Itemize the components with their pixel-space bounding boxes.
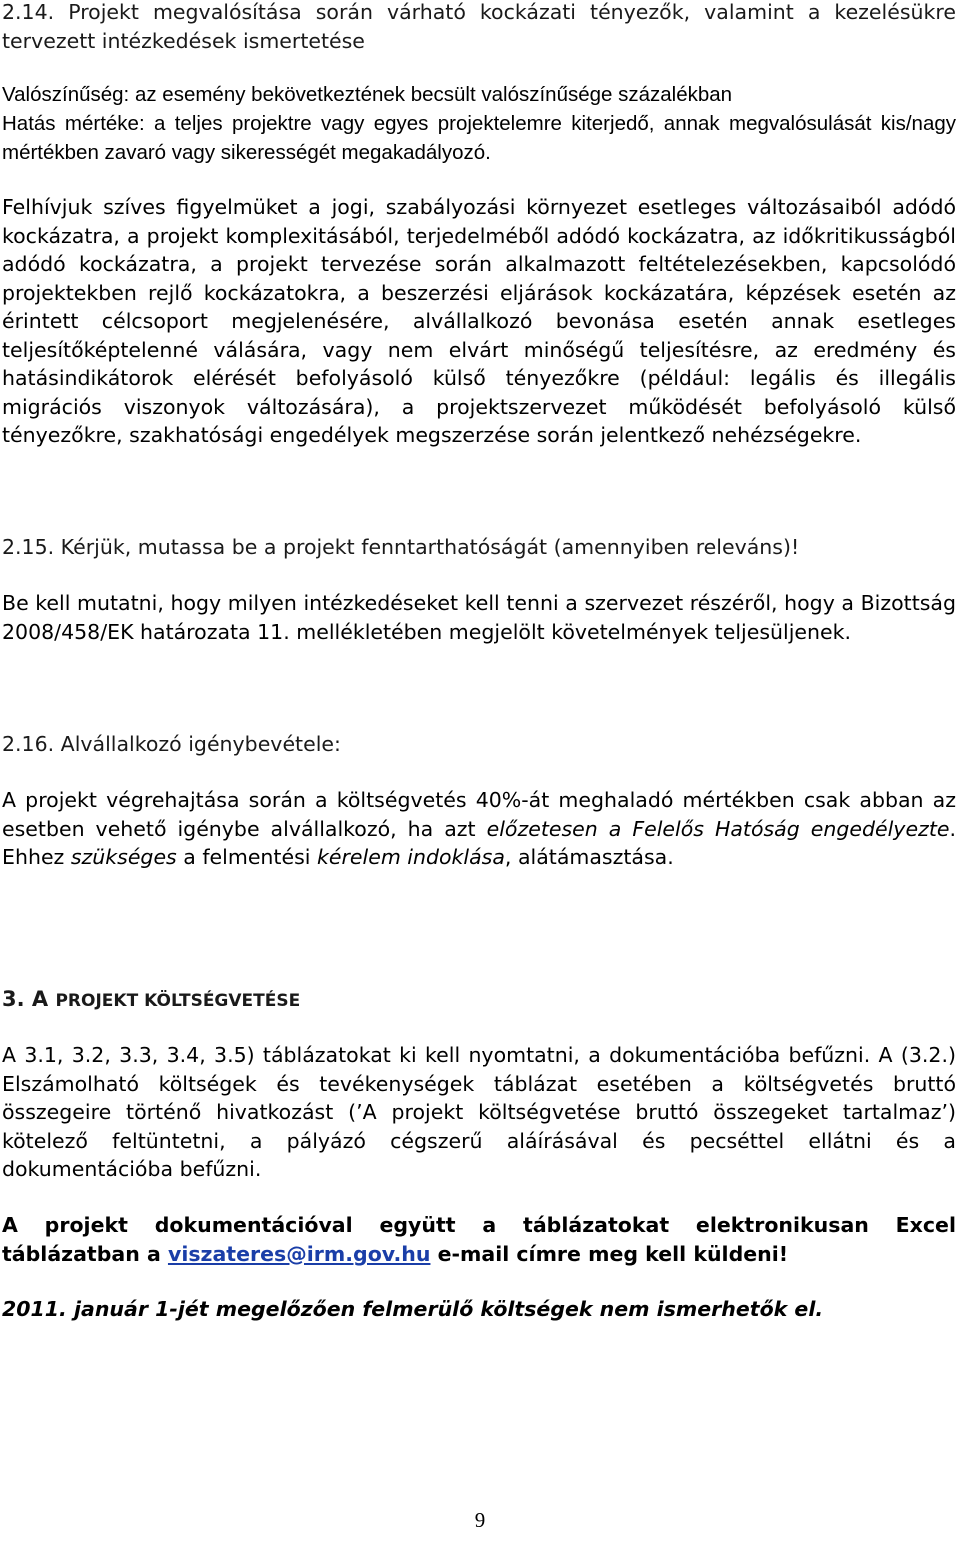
cost-eligibility-notice: 2011. január 1-jét megelőzően felmerülő költségek nem ismerhetők el. bbox=[2, 1297, 824, 1321]
section-2-15-heading: 2.15. Kérjük, mutassa be a projekt fenntarthatóságát (amennyiben releváns)! bbox=[2, 535, 800, 559]
section-2-16-heading: 2.16. Alvállalkozó igénybevétele: bbox=[2, 732, 341, 756]
section-2-16-text-1: A projekt végrehajtása során a költségvetés 40%-át meghaladó mértékben csak abban az esetben vehető igénybe alvállalkozó, ha azt bbox=[2, 788, 956, 841]
section-2-16-body bbox=[2, 786, 956, 872]
definition-impact: Hatás mértéke: a teljes projektre vagy egyes projektelemre kiterjedő, annak megvalósulását kis/nagy mértékben zavaró vagy sikerességét megakadályozó. bbox=[2, 112, 956, 164]
section-3-number: 3. A bbox=[2, 987, 49, 1011]
email-link[interactable]: viszateres@irm.gov.hu bbox=[167, 1241, 431, 1266]
section-3-heading bbox=[2, 984, 956, 1016]
section-2-16-italic-2: szükséges bbox=[70, 845, 177, 869]
definition-probability: Valószínűség: az esemény bekövetkeztének becsült valószínűsége százalékban bbox=[2, 83, 733, 106]
excel-notice-text-2: e-mail címre meg kell küldeni! bbox=[430, 1241, 789, 1266]
section-2-16-text-2: . Ehhez bbox=[2, 816, 956, 869]
excel-notice-text-1: A projekt dokumentációval együtt a táblázatokat elektronikusan Excel táblázatban a bbox=[2, 1213, 956, 1266]
section-2-16-italic-3: kérelem indoklása bbox=[316, 845, 505, 869]
excel-submission-notice bbox=[2, 1211, 956, 1268]
section-3-title: PROJEKT KÖLTSÉGVETÉSE bbox=[55, 991, 301, 1011]
page-number: 9 bbox=[474, 1508, 486, 1532]
section-2-16-text-3: a felmentési bbox=[176, 845, 317, 869]
section-3-body: A 3.1, 3.2, 3.3, 3.4, 3.5) táblázatokat ki kell nyomtatni, a dokumentációba befűzni. A (3.2.) Elszámolható költségek és tevékenységek táblázat esetében a költségvetés bruttó összegeire történő hivatkozást (’A projekt költségvetése bruttó összegeket tartalmaz’) kötelező feltüntetni, a pályázó cégszerű aláírásával és pecséttel ellátni és a dokumentációba befűzni. bbox=[2, 1043, 956, 1181]
section-2-14-body: Felhívjuk szíves figyelmüket a jogi, szabályozási környezet esetleges változásaiból adódó kockázatra, a projekt komplexitásából, terjedelméből adódó kockázatra, az időkritikusságból adódó kockázatra, a projekt tervezése során alkalmazott feltételezésekben, kapcsolódó projektekben rejlő kockázatokra, a beszerzési eljárások kockázatára, képzések esetén az érintett célcsoport megjelenésére, alvállalkozó bevonása esetén annak esetleges teljesítőképtelenné válására, vagy nem elvárt minőségű teljesítésre, az eredmény és hatásindikátorok elérését befolyásoló külső tényezőkre (például: legális és illegális migrációs viszonyok változására), a projektszervezet működését befolyásoló külső tényezőkre, szakhatósági engedélyek megszerzése során jelentkező nehézségekre. bbox=[2, 195, 956, 447]
section-2-14-heading: 2.14. Projekt megvalósítása során várható kockázati tényezők, valamint a kezelésükre tervezett intézkedések ismertetése bbox=[2, 0, 956, 53]
section-2-16-italic-1: előzetesen a Felelős Hatóság engedélyezte bbox=[486, 816, 950, 841]
section-2-16-text-4: , alátámasztása. bbox=[504, 845, 674, 869]
section-2-15-body: Be kell mutatni, hogy milyen intézkedéseket kell tenni a szervezet részéről, hogy a Bizottság 2008/458/EK határozata 11. mellékletében megjelölt követelmények teljesüljenek. bbox=[2, 591, 956, 644]
